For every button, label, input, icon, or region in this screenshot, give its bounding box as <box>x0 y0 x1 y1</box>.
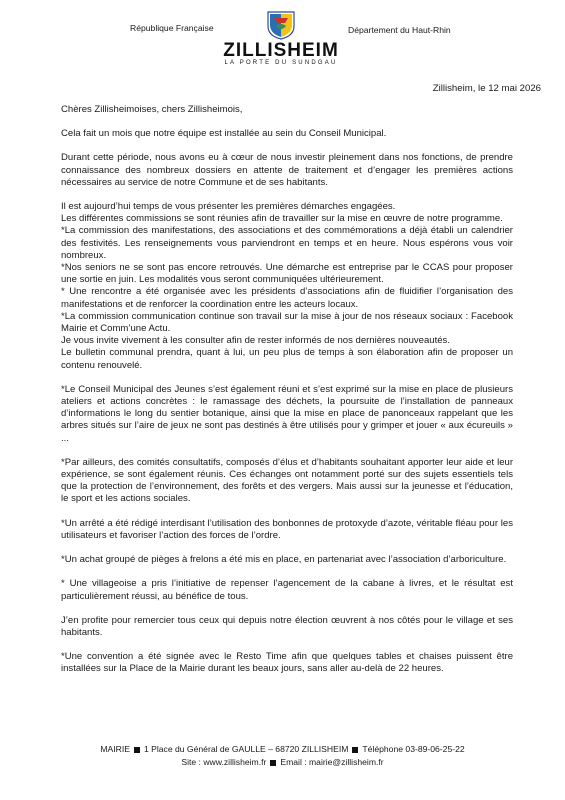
logo-tagline: LA PORTE DU SUNDGAU <box>224 60 338 66</box>
paragraph: Durant cette période, nous avons eu à cœur de nous investir pleinement dans nos fonctions, de prendre connaissance des nombreux dossiers en attente de traitement et d’engager les premières actions nécessaires au service de notre Commune et de ses habitants. <box>61 152 513 188</box>
letter-date: Zillisheim, le 12 mai 2026 <box>432 83 541 94</box>
town-logo <box>216 10 346 72</box>
paragraph: *Une convention a été signée avec le Resto Time afin que quelques tables et chaises puissent être installées sur la Place de la Mairie durant les beaux jours, sans aller au-delà de 22 heures. <box>61 651 513 675</box>
paragraph: Il est aujourd’hui temps de vous présenter les premières démarches engagées. <box>61 201 396 213</box>
square-bullet-icon <box>270 760 276 766</box>
footer-address: 1 Place du Général de GAULLE – 68720 ZILLISHEIM <box>143 744 349 754</box>
footer-email[interactable]: Email : mairie@zillisheim.fr <box>280 757 384 767</box>
letter-body <box>61 104 513 676</box>
footer-mairie: MAIRIE <box>100 744 130 754</box>
paragraph: *Le Conseil Municipal des Jeunes s’est également réuni et s’est exprimé sur la mise en place de plusieurs ateliers et actions concrètes : le ramassage des déchets, la poursuite de l’installation de panneaux d’informations le long du sentier botanique, ainsi que la mise en place de panonceaux rappelant que les arbres situés sur l’aire de jeux ne sont pas destinés à être utilisés pour y grimper et jouer « aux écureuils » ... <box>61 383 513 444</box>
paragraph: *La commission des manifestations, des associations et des commémorations a déjà établi un calendrier des festivités. Les renseignements vous parviendront en temps et en heure. Nous espérons vous voir nombreux. <box>61 225 513 261</box>
footer-contact-line <box>0 756 565 769</box>
square-bullet-icon <box>134 747 140 753</box>
paragraph: Cela fait un mois que notre équipe est installée au sein du Conseil Municipal. <box>61 128 387 140</box>
paragraph: *Nos seniors ne se sont pas encore retrouvés. Une démarche est entreprise par le CCAS pour proposer une sortie en juin. Les modalités vous seront communiquées ultérieurement. <box>61 262 513 286</box>
header-republique: République Française <box>130 23 214 33</box>
coat-of-arms-icon <box>264 10 298 40</box>
header-departement: Département du Haut-Rhin <box>348 25 451 35</box>
square-bullet-icon <box>352 747 358 753</box>
paragraph: * Une villageoise a pris l’initiative de repenser l’agencement de la cabane à livres, et le résultat est particulièrement réussi, au bénéfice de tous. <box>61 578 513 602</box>
paragraph: *La commission communication continue son travail sur la mise à jour de nos réseaux sociaux : Facebook Mairie et Comm’une Actu. <box>61 310 513 335</box>
paragraph: *Par ailleurs, des comités consultatifs, composés d’élus et d’habitants souhaitant apporter leur aide et leur expérience, se sont également réunis. Ces échanges ont notamment porté sur des sujets essentiels tels que la protection de l’environnement, des forêts et des vergers. Mais aussi sur la jeunesse et l’éducation, le sport et les actions sociales. <box>61 456 513 505</box>
footer-phone: Téléphone 03-89-06-25-22 <box>362 744 465 754</box>
paragraph: *Un achat groupé de pièges à frelons a été mis en place, en partenariat avec l’association d’arboriculture. <box>61 554 507 566</box>
paragraph: Les différentes commissions se sont réunies afin de travailler sur la mise en œuvre de notre programme. <box>61 213 503 225</box>
footer-address-line <box>0 743 565 756</box>
footer <box>0 743 565 769</box>
footer-site[interactable]: Site : www.zillisheim.fr <box>181 757 267 767</box>
paragraph: * Une rencontre a été organisée avec les présidents d’associations afin de fluidifier l’organisation des manifestations et de renforcer la coordination entre les acteurs locaux. <box>61 286 513 310</box>
paragraph: *Un arrêté a été rédigé interdisant l’utilisation des bonbonnes de protoxyde d’azote, véritable fléau pour les utilisateurs et favoriser l’action des forces de l’ordre. <box>61 517 513 541</box>
paragraph: J’en profite pour remercier tous ceux qui depuis notre élection œuvrent à nos côtés pour le village et ses habitants. <box>61 614 513 638</box>
salutation: Chères Zillisheimoises, chers Zillisheimois, <box>61 104 243 115</box>
logo-title: ZILLISHEIM <box>223 40 339 61</box>
paragraph: Je vous invite vivement à les consulter afin de rester informés de nos dernières nouveautés. <box>61 335 450 347</box>
paragraph: Le bulletin communal prendra, quant à lui, un peu plus de temps à son élaboration afin de proposer un contenu renouvelé. <box>61 347 513 371</box>
